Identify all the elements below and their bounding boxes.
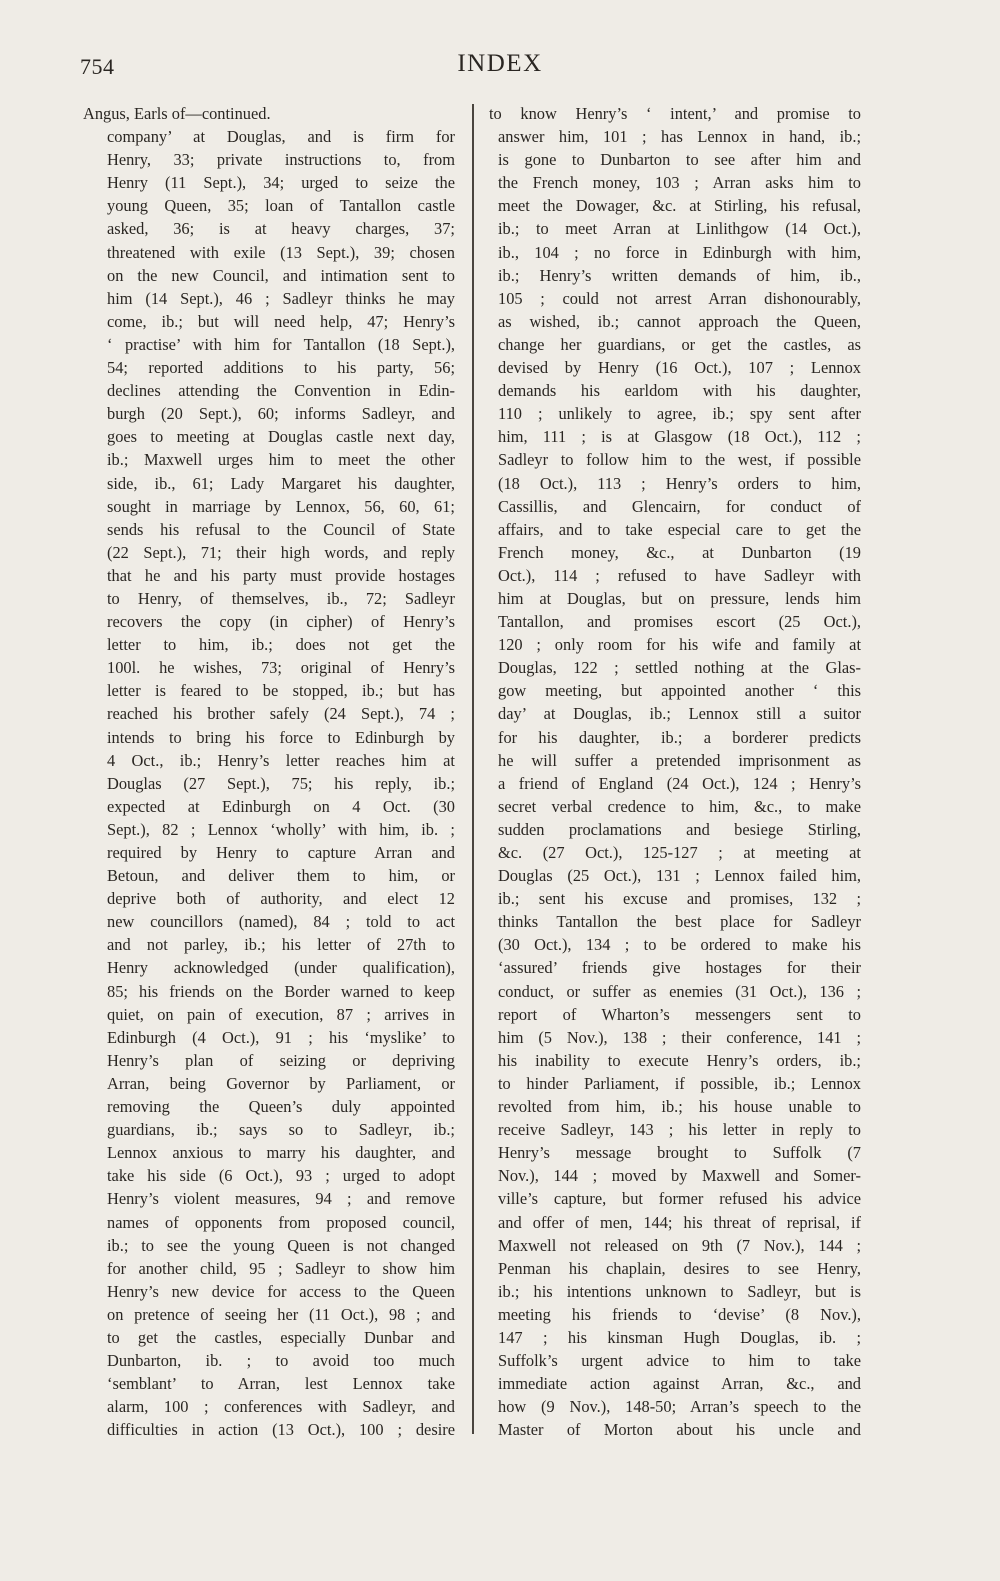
index-line: Dunbarton, ib. ; to avoid too much	[107, 1351, 455, 1371]
index-line: affairs, and to take especial care to get the	[498, 519, 861, 539]
index-line: ‘assured’ friends give hostages for their	[498, 958, 861, 978]
index-line: ib.; to meet Arran at Linlithgow (14 Oct.),	[498, 219, 861, 239]
index-line: Henry’s violent measures, 94 ; and remove	[107, 1189, 455, 1209]
index-line: conduct, or suffer as enemies (31 Oct.), 136 ;	[498, 981, 861, 1001]
index-line: sought in marriage by Lennox, 56, 60, 61;	[107, 496, 455, 516]
index-line: Betoun, and deliver them to him, or	[107, 866, 455, 886]
index-line: ib., 104 ; no force in Edinburgh with him,	[498, 242, 861, 262]
index-line: is gone to Dunbarton to see after him and	[498, 150, 861, 170]
index-line: burgh (20 Sept.), 60; informs Sadleyr, and	[107, 404, 455, 424]
index-line: required by Henry to capture Arran and	[107, 843, 455, 862]
index-line: 85; his friends on the Border warned to keep	[107, 981, 455, 1001]
index-line: goes to meeting at Douglas castle next day,	[107, 427, 455, 447]
index-line: Oct.), 114 ; refused to have Sadleyr with	[498, 565, 861, 585]
index-line: immediate action against Arran, &c., and	[498, 1374, 861, 1394]
index-line: ib.; his intentions unknown to Sadleyr, but is	[498, 1281, 861, 1301]
index-line: the French money, 103 ; Arran asks him to	[498, 173, 861, 193]
index-line: recovers the copy (in cipher) of Henry’s	[107, 612, 455, 632]
index-line: devised by Henry (16 Oct.), 107 ; Lennox	[498, 358, 861, 378]
index-line: receive Sadleyr, 143 ; his letter in reply to	[498, 1120, 861, 1140]
running-title: INDEX	[457, 50, 543, 77]
page-number: 754	[80, 54, 115, 79]
index-line: to Henry, of themselves, ib., 72; Sadleyr	[107, 588, 455, 608]
index-line: secret verbal credence to him, &c., to make	[498, 796, 861, 816]
right-column	[489, 102, 861, 1441]
index-line: Suffolk’s urgent advice to him to take	[498, 1351, 861, 1371]
index-line: revolted from him, ib.; his house unable to	[498, 1097, 861, 1117]
index-line: quiet, on pain of execution, 87 ; arrives in	[107, 1004, 455, 1024]
index-line: 4 Oct., ib.; Henry’s letter reaches him at	[107, 750, 455, 770]
index-line: for another child, 95 ; Sadleyr to show him	[107, 1258, 455, 1278]
index-line: Edinburgh (4 Oct.), 91 ; his ‘myslike’ to	[107, 1027, 455, 1047]
index-line: declines attending the Convention in Edin-	[107, 381, 455, 401]
index-line: deprive both of authority, and elect 12	[107, 889, 455, 909]
index-line: Henry acknowledged (under qualification),	[107, 958, 455, 978]
index-line: young Queen, 35; loan of Tantallon castle	[107, 196, 455, 216]
index-line: Henry’s new device for access to the Queen	[107, 1281, 455, 1301]
column-divider	[472, 104, 474, 1434]
index-line: Master of Morton about his uncle and	[498, 1420, 861, 1440]
index-line: ib.; to see the young Queen is not changed	[107, 1235, 455, 1255]
index-line: 120 ; only room for his wife and family at	[498, 635, 861, 655]
index-line: &c. (27 Oct.), 125-127 ; at meeting at	[498, 843, 861, 862]
index-line: meet the Dowager, &c. at Stirling, his refusal,	[498, 196, 861, 216]
index-line: him (5 Nov.), 138 ; their conference, 141 ;	[498, 1027, 861, 1047]
index-line: Cassillis, and Glencairn, for conduct of	[498, 496, 861, 516]
index-line: Nov.), 144 ; moved by Maxwell and Somer-	[498, 1166, 861, 1186]
index-line: threatened with exile (13 Sept.), 39; chosen	[107, 242, 455, 262]
index-line: take his side (6 Oct.), 93 ; urged to adopt	[107, 1166, 455, 1186]
index-line: Henry’s message brought to Suffolk (7	[498, 1143, 861, 1163]
index-line: and offer of men, 144; his threat of reprisal, if	[498, 1212, 861, 1232]
index-line: day’ at Douglas, ib.; Lennox still a suitor	[498, 704, 861, 724]
index-line: ib.; Maxwell urges him to meet the other	[107, 450, 455, 470]
index-line: and not parley, ib.; his letter of 27th to	[107, 935, 455, 955]
index-line: Douglas, 122 ; settled nothing at the Glas-	[498, 658, 861, 678]
index-line: Douglas (27 Sept.), 75; his reply, ib.;	[107, 773, 455, 793]
index-line: demands his earldom with his daughter,	[498, 381, 861, 401]
index-line: how (9 Nov.), 148-50; Arran’s speech to the	[498, 1397, 861, 1417]
index-line: 105 ; could not arrest Arran dishonourably,	[498, 288, 861, 308]
index-line: expected at Edinburgh on 4 Oct. (30	[107, 796, 455, 816]
index-line: thinks Tantallon the best place for Sadleyr	[498, 912, 861, 932]
index-line: Sadleyr to follow him to the west, if possible	[498, 450, 861, 470]
index-line: ‘semblant’ to Arran, lest Lennox take	[107, 1374, 455, 1394]
index-line: names of opponents from proposed council,	[107, 1212, 455, 1232]
index-line: as wished, ib.; cannot approach the Queen,	[498, 311, 861, 331]
index-line: him, 111 ; is at Glasgow (18 Oct.), 112 ;	[498, 427, 861, 447]
index-line: (18 Oct.), 113 ; Henry’s orders to him,	[498, 473, 861, 493]
index-line: French money, &c., at Dunbarton (19	[498, 542, 861, 562]
index-line: Henry (11 Sept.), 34; urged to seize the	[107, 173, 455, 193]
index-line: new councillors (named), 84 ; told to act	[107, 912, 455, 932]
index-line: Tantallon, and promises escort (25 Oct.),	[498, 612, 861, 632]
index-line: Henry’s plan of seizing or depriving	[107, 1050, 455, 1070]
index-line: Lennox anxious to marry his daughter, and	[107, 1143, 455, 1163]
index-line: Sept.), 82 ; Lennox ‘wholly’ with him, ib. ;	[107, 819, 455, 839]
index-line: him at Douglas, but on pressure, lends him	[498, 588, 861, 608]
index-line: he will suffer a pretended imprisonment as	[498, 750, 861, 770]
index-line: to hinder Parliament, if possible, ib.; Lennox	[498, 1073, 861, 1093]
index-line: to get the castles, especially Dunbar and	[107, 1327, 455, 1347]
index-line: asked, 36; is at heavy charges, 37;	[107, 219, 455, 239]
index-line: for his daughter, ib.; a borderer predicts	[498, 727, 861, 747]
index-line: Maxwell not released on 9th (7 Nov.), 144 ;	[498, 1235, 861, 1255]
index-line: him (14 Sept.), 46 ; Sadleyr thinks he may	[107, 288, 455, 308]
index-line: reached his brother safely (24 Sept.), 74 ;	[107, 704, 455, 724]
index-line: meeting his friends to ‘devise’ (8 Nov.),	[498, 1304, 861, 1324]
index-line: sends his refusal to the Council of State	[107, 519, 455, 539]
index-line: come, ib.; but will need help, 47; Henry’s	[107, 311, 455, 331]
index-line: (30 Oct.), 134 ; to be ordered to make his	[498, 935, 861, 955]
index-line: (22 Sept.), 71; their high words, and reply	[107, 542, 455, 562]
index-line: difficulties in action (13 Oct.), 100 ; desire	[107, 1420, 455, 1440]
index-line: sudden proclamations and besiege Stirling,	[498, 819, 861, 839]
index-line: 100l. he wishes, 73; original of Henry’s	[107, 658, 455, 678]
index-line: side, ib., 61; Lady Margaret his daughter,	[107, 473, 455, 493]
index-line: that he and his party must provide hostages	[107, 565, 455, 585]
index-line: letter is feared to be stopped, ib.; but has	[107, 681, 455, 701]
index-line: 110 ; unlikely to agree, ib.; spy sent after	[498, 404, 861, 424]
index-line: removing the Queen’s duly appointed	[107, 1097, 455, 1117]
index-line: 54; reported additions to his party, 56;	[107, 358, 455, 378]
index-line: on the new Council, and intimation sent to	[107, 265, 455, 285]
index-line: Douglas (25 Oct.), 131 ; Lennox failed him,	[498, 866, 861, 886]
index-line: ib.; sent his excuse and promises, 132 ;	[498, 889, 861, 909]
index-line: Henry, 33; private instructions to, from	[107, 150, 455, 170]
index-line: a friend of England (24 Oct.), 124 ; Henry’s	[498, 773, 861, 793]
index-line: answer him, 101 ; has Lennox in hand, ib.;	[498, 127, 861, 147]
index-line: to know Henry’s ‘ intent,’ and promise to	[489, 104, 861, 123]
index-line: alarm, 100 ; conferences with Sadleyr, and	[107, 1397, 455, 1417]
index-line: intends to bring his force to Edinburgh by	[107, 727, 455, 747]
index-line: guardians, ib.; says so to Sadleyr, ib.;	[107, 1120, 455, 1140]
index-line: company’ at Douglas, and is firm for	[107, 127, 455, 147]
index-line: change her guardians, or get the castles, as	[498, 334, 861, 354]
index-line: 147 ; his kinsman Hugh Douglas, ib. ;	[498, 1327, 861, 1347]
index-line: letter to him, ib.; does not get the	[107, 635, 455, 655]
index-line: Arran, being Governor by Parliament, or	[107, 1073, 455, 1093]
index-line: ‘ practise’ with him for Tantallon (18 Sept.),	[107, 334, 455, 354]
index-line: his inability to execute Henry’s orders, ib.;	[498, 1050, 861, 1070]
index-line: ib.; Henry’s written demands of him, ib.,	[498, 265, 861, 285]
left-column	[83, 102, 455, 1441]
index-line: on pretence of seeing her (11 Oct.), 98 ; and	[107, 1304, 455, 1324]
index-line: gow meeting, but appointed another ‘ this	[498, 681, 861, 701]
index-line: report of Wharton’s messengers sent to	[498, 1004, 861, 1024]
index-line: Penman his chaplain, desires to see Henry,	[498, 1258, 861, 1278]
index-line: ville’s capture, but former refused his advice	[498, 1189, 861, 1209]
entry-heading: Angus, Earls of—continued.	[83, 104, 271, 123]
